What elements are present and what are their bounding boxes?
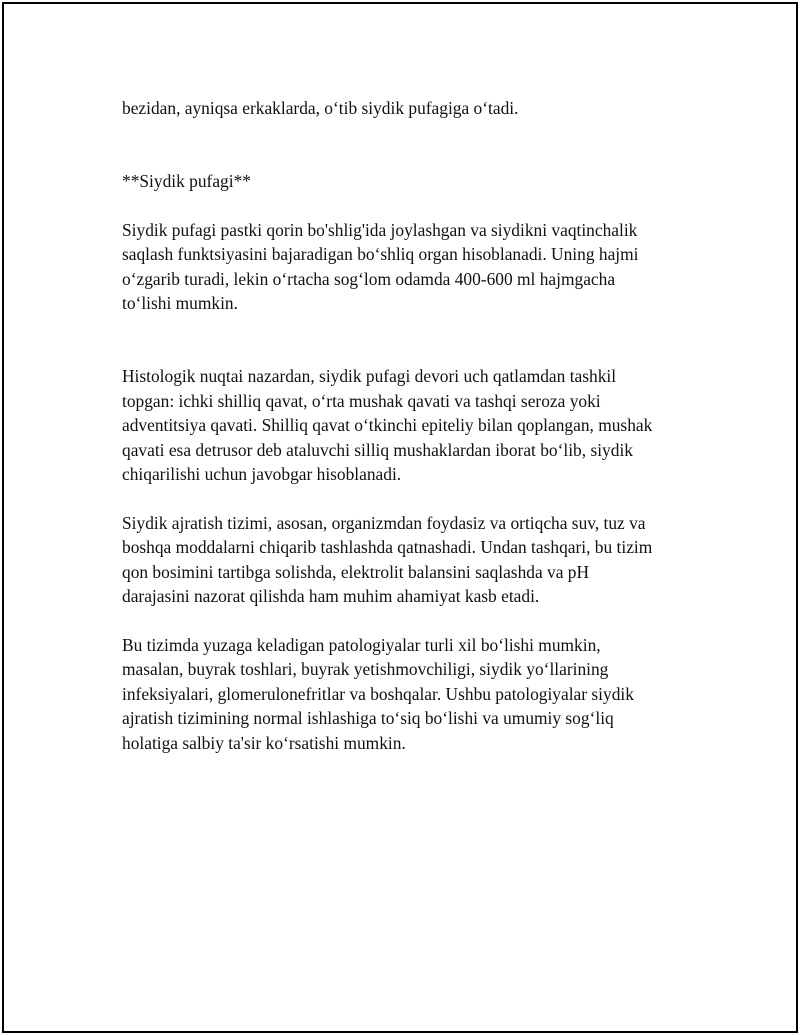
paragraph-urinary-system-function: Siydik ajratish tizimi, asosan, organizmdan foydasiz va ortiqcha suv, tuz va boshqa moddalarni chiqarib tashlashda qatnashadi. Undan tashqari, bu tizim qon bosimini tartibga solishda, elektrolit balansini saqlashda va pH darajasini nazorat qilishda ham muhim ahamiyat kasb etadi. bbox=[122, 512, 653, 607]
continued-text-line: bezidan, ayniqsa erkaklarda, o‘tib siydik pufagiga o‘tadi. bbox=[122, 98, 519, 118]
section-heading: **Siydik pufagi** bbox=[122, 171, 251, 192]
paragraph-histology: Histologik nuqtai nazardan, siydik pufagi devori uch qatlamdan tashkil topgan: ichki shilliq qavat, o‘rta mushak qavati va tashqi seroza yoki adventitsiya qavati. Shilliq qavat o‘tkinchi epiteliy bilan qoplangan, mushak qavati esa detrusor deb ataluvchi silliq mushaklardan iborat bo‘lib, siydik chiqarilishi uchun javobgar hisoblanadi. bbox=[122, 366, 653, 485]
paragraph-pathologies: Bu tizimda yuzaga keladigan patologiyalar turli xil bo‘lishi mumkin, masalan, buyrak toshlari, buyrak yetishmovchiligi, siydik yo‘llarining infeksiyalari, glomerulonefritlar va boshqalar. Ushbu patologiyalar siydik ajratish tizimining normal ishlashiga to‘siq bo‘lishi va umumiy sog‘liq holatiga salbiy ta'sir ko‘rsatishi mumkin. bbox=[122, 634, 634, 753]
document-page bbox=[2, 2, 798, 1033]
paragraph-bladder-overview: Siydik pufagi pastki qorin bo'shlig'ida joylashgan va siydikni vaqtinchalik saqlash funktsiyasini bajaradigan bo‘shliq organ hisoblanadi. Uning hajmi o‘zgarib turadi, lekin o‘rtacha sog‘lom odamda 400-600 ml hajmgacha to‘lishi mumkin. bbox=[122, 220, 639, 314]
document-body bbox=[122, 96, 712, 755]
bladder-section bbox=[122, 145, 712, 340]
